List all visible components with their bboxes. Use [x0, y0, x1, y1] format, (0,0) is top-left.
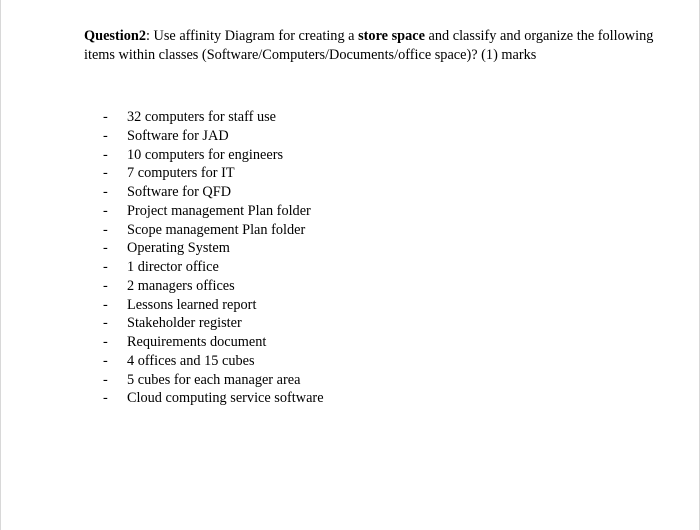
question-text-part-2: and classify and organize the following items within classes (Software/Computers/Documents/office space)? (1) marks — [84, 28, 654, 63]
list-item-text: Software for JAD — [127, 127, 229, 144]
list-item — [103, 146, 324, 165]
bullet-dash: - — [103, 221, 108, 238]
question-label: Question2 — [84, 28, 146, 44]
question-bold-term: store space — [358, 28, 425, 44]
list-item — [103, 202, 324, 221]
list-item — [103, 389, 324, 408]
list-item-text: Operating System — [127, 240, 230, 257]
list-item — [103, 108, 324, 127]
bullet-dash: - — [103, 146, 108, 163]
bullet-dash: - — [103, 371, 108, 388]
list-item-text: 5 cubes for each manager area — [127, 371, 301, 388]
bullet-dash: - — [103, 240, 108, 257]
list-item-text: Cloud computing service software — [127, 390, 324, 407]
list-item — [103, 239, 324, 258]
list-item-text: 7 computers for IT — [127, 165, 235, 182]
bullet-dash: - — [103, 315, 108, 332]
bullet-dash: - — [103, 296, 108, 313]
bullet-dash: - — [103, 127, 108, 144]
list-item — [103, 296, 324, 315]
bullet-dash: - — [103, 334, 108, 350]
bullet-dash: - — [103, 259, 108, 275]
question-separator: : — [145, 28, 154, 44]
list-item — [103, 258, 324, 277]
list-item — [103, 277, 324, 296]
bullet-dash: - — [103, 202, 108, 219]
list-item — [103, 164, 324, 183]
list-item — [103, 183, 324, 202]
list-item-text: Software for QFD — [127, 184, 232, 200]
bullet-dash: - — [103, 277, 108, 294]
list-item-text: 4 offices and 15 cubes — [127, 352, 255, 369]
list-item-text: Stakeholder register — [127, 315, 242, 332]
bullet-dash: - — [103, 390, 108, 407]
bullet-dash: - — [103, 352, 108, 369]
list-item — [103, 371, 324, 390]
list-item-text: Project management Plan folder — [127, 202, 311, 219]
list-item-text: Scope management Plan folder — [127, 221, 306, 238]
bullet-dash: - — [103, 109, 108, 125]
list-item — [103, 333, 324, 352]
bullet-dash: - — [103, 184, 108, 200]
item-list — [103, 108, 324, 408]
list-item-text: 2 managers offices — [127, 277, 235, 294]
list-item-text: Requirements document — [127, 334, 267, 350]
list-item — [103, 352, 324, 371]
list-item-text: Lessons learned report — [127, 296, 257, 313]
list-item — [103, 221, 324, 240]
list-item — [103, 127, 324, 146]
list-item-text: 1 director office — [127, 259, 219, 275]
question-text — [84, 27, 674, 64]
list-item-text: 10 computers for engineers — [127, 146, 284, 163]
question-text-part-1: Use affinity Diagram for creating a — [153, 28, 359, 44]
list-item — [103, 314, 324, 333]
list-item-text: 32 computers for staff use — [127, 109, 277, 125]
bullet-dash: - — [103, 165, 108, 182]
